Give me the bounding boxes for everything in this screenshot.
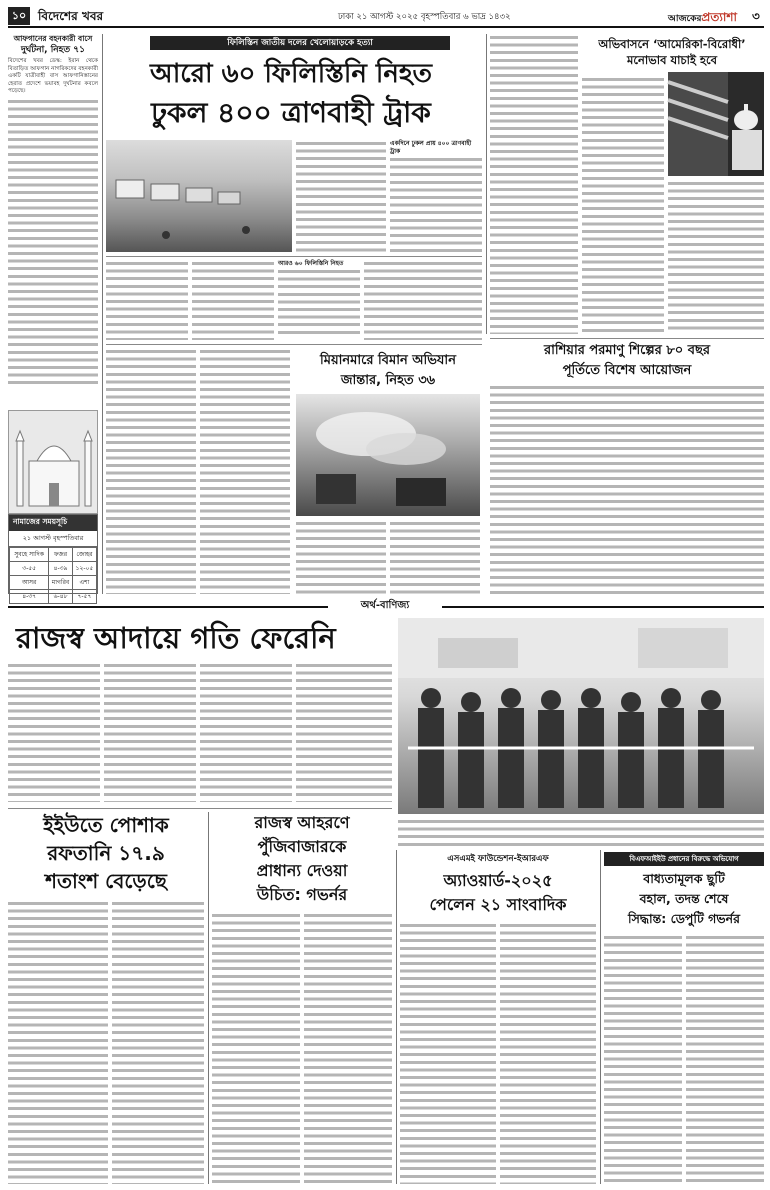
palestine-subhead: একদিনে ঢুকল প্রায় ৪০০ ত্রাণবাহী ট্রাক [390, 140, 472, 155]
brand-logo [668, 6, 748, 26]
prayer-cell: সুবহে সাদিক [10, 548, 49, 562]
section-rule [8, 808, 392, 809]
business-rule-right [442, 606, 764, 608]
capital-headline-2: পুঁজিবাজারকে [257, 837, 347, 856]
business-section-label: অর্থ-বাণিজ্য [360, 600, 410, 611]
prayer-cell: ১২-০৫ [72, 562, 96, 576]
capital-headline-4: উচিত: গভর্নর [256, 885, 348, 904]
brand-name: প্রত্যাশা [701, 10, 737, 24]
brand-prefix: আজকের [668, 14, 702, 24]
revenue-body-2 [104, 662, 196, 802]
prayer-cell: ফজর [49, 548, 73, 562]
revenue-headline: রাজস্ব আদায়ে গতি ফেরেনি [16, 621, 336, 655]
prayer-cell: ৪-৩৭ [10, 590, 49, 604]
award-kicker: এসএমই ফাউন্ডেশন-ইআরএফ [447, 854, 549, 864]
palestine-body-col-2 [390, 140, 482, 252]
eu-headline-2: রফতানি ১৭.৯ [47, 841, 165, 865]
us-flag-capitol-photo [668, 72, 764, 176]
bfiu-headline-3: সিদ্ধান্ত: ডেপুটি গভর্নর [628, 911, 740, 926]
capital-headline-3: প্রাধান্য দেওয়া [256, 861, 348, 880]
prayer-row [10, 548, 97, 562]
page-header [8, 6, 764, 28]
award-body-2 [500, 922, 596, 1184]
capital-body-2 [304, 912, 392, 1184]
eu-body-1 [8, 900, 108, 1184]
prayer-cell: ৩-৫৫ [10, 562, 49, 576]
story-col-b [200, 348, 290, 594]
bfiu-headline-1: বাধ্যতামূলক ছুটি [643, 871, 725, 886]
dateline: ঢাকা ২১ আগস্ট ২০২৫ বৃহস্পতিবার ৬ ভাদ্র ১৪৩২ [338, 12, 511, 22]
revenue-body-4 [296, 662, 392, 802]
capital-headline-1: রাজস্ব আহরণে [254, 813, 350, 832]
mosque-illustration [8, 410, 98, 514]
ribbon-cutting-photo [398, 618, 764, 814]
prayer-row [10, 576, 97, 590]
prayer-date: ২১ আগস্ট বৃহস্পতিবার [9, 531, 97, 547]
prayer-row [10, 562, 97, 576]
prayer-table [9, 547, 97, 604]
myanmar-fire-photo [296, 394, 480, 516]
eu-body-2 [112, 900, 204, 1184]
palestine-body-col-3 [106, 260, 188, 340]
afghan-body-text [8, 98, 98, 388]
russia-headline-2: পূর্তিতে বিশেষ আয়োজন [562, 363, 692, 378]
column-divider [102, 34, 103, 594]
page-number-left: ১০ [8, 7, 30, 25]
myanmar-body-a [296, 520, 386, 594]
palestine-body-col-4 [192, 260, 274, 340]
prayer-cell: মাগরিব [49, 576, 73, 590]
russia-headline-1: রাশিয়ার পরমাণু শিল্পের ৮০ বছর [543, 343, 711, 358]
middle-story-col [490, 34, 578, 334]
story-col-a [106, 348, 196, 594]
eu-headline-1: ইইউতে পোশাক [43, 813, 169, 837]
section-rule [490, 338, 764, 339]
section-rule [106, 344, 482, 345]
prayer-title: নামাজের সময়সূচি [9, 515, 97, 531]
column-divider [208, 812, 209, 1184]
prayer-times-box [8, 514, 98, 600]
ribbon-photo-caption [398, 818, 764, 846]
award-headline-2: পেলেন ২১ সাংবাদিক [429, 895, 567, 914]
section-rule [106, 256, 482, 257]
revenue-body-3 [200, 662, 292, 802]
award-headline-1: অ্যাওয়ার্ড-২০২৫ [443, 871, 553, 890]
column-divider [600, 850, 601, 1184]
afghan-kicker: আফগানের বহনকারী বাসে [13, 34, 93, 43]
bfiu-body-1 [604, 934, 682, 1184]
business-rule-left [8, 606, 328, 608]
bfiu-headline-2: বহাল, তদন্ত শেষে [639, 891, 729, 906]
afghan-lead: বিদেশের খবর ডেস্ক: ইরান থেকে বিতাড়িত আফগান নাগরিকদের বহনকারী একটি যাত্রীবাহী বাস আফগানিস্তানের হেরাত প্রদেশে ভয়াবহ দুর্ঘটনার কবলে পড়েছে। [8, 58, 98, 95]
award-body-1 [400, 922, 496, 1184]
america-body-col-2 [668, 180, 764, 334]
palestine-subhead-2: আরও ৬০ ফিলিস্তিনি নিহত [278, 260, 344, 267]
palestine-body-col-6 [364, 260, 482, 340]
page-number-right: ৩ [752, 9, 760, 23]
afghan-story [8, 34, 98, 406]
prayer-cell: এশা [72, 576, 96, 590]
america-body-col-1 [582, 76, 664, 334]
prayer-cell: ৪-৩৯ [49, 562, 73, 576]
myanmar-headline-2: জান্তার, নিহত ৩৬ [340, 373, 436, 388]
revenue-body-1 [8, 662, 100, 802]
afghan-headline: দুর্ঘটনা, নিহত ৭১ [21, 45, 85, 55]
palestine-kicker: ফিলিস্তিন জাতীয় দলের খেলোয়াড়কে হত্যা [150, 36, 450, 50]
palestine-headline-2: ঢুকল ৪০০ ত্রাণবাহী ট্রাক [151, 96, 431, 129]
column-divider [486, 34, 487, 334]
prayer-cell: ৭-৫৭ [72, 590, 96, 604]
bfiu-kicker: বিএফআইইউ প্রধানের বিরুদ্ধে অভিযোগ [604, 852, 764, 866]
prayer-cell: ৬-৪৮ [49, 590, 73, 604]
palestine-headline-1: আরো ৬০ ফিলিস্তিনি নিহত [149, 59, 433, 89]
capital-body-1 [212, 912, 300, 1184]
column-divider [396, 850, 397, 1184]
myanmar-headline-1: মিয়ানমারে বিমান অভিযান [320, 353, 456, 368]
prayer-cell: আসর [10, 576, 49, 590]
bfiu-body-2 [686, 934, 764, 1184]
russia-body [490, 384, 764, 594]
prayer-cell: জোহর [72, 548, 96, 562]
palestine-body-col-5 [278, 260, 360, 340]
palestine-body-col-1 [296, 140, 386, 252]
prayer-row [10, 590, 97, 604]
eu-headline-3: শতাংশ বেড়েছে [45, 869, 167, 893]
myanmar-body-b [390, 520, 480, 594]
section-title: বিদেশের খবর [38, 9, 104, 23]
gaza-trucks-photo [106, 140, 292, 252]
america-headline: অভিবাসনে ‘আমেরিকা-বিরোধী’ মনোভাব যাচাই হবে [598, 37, 746, 67]
